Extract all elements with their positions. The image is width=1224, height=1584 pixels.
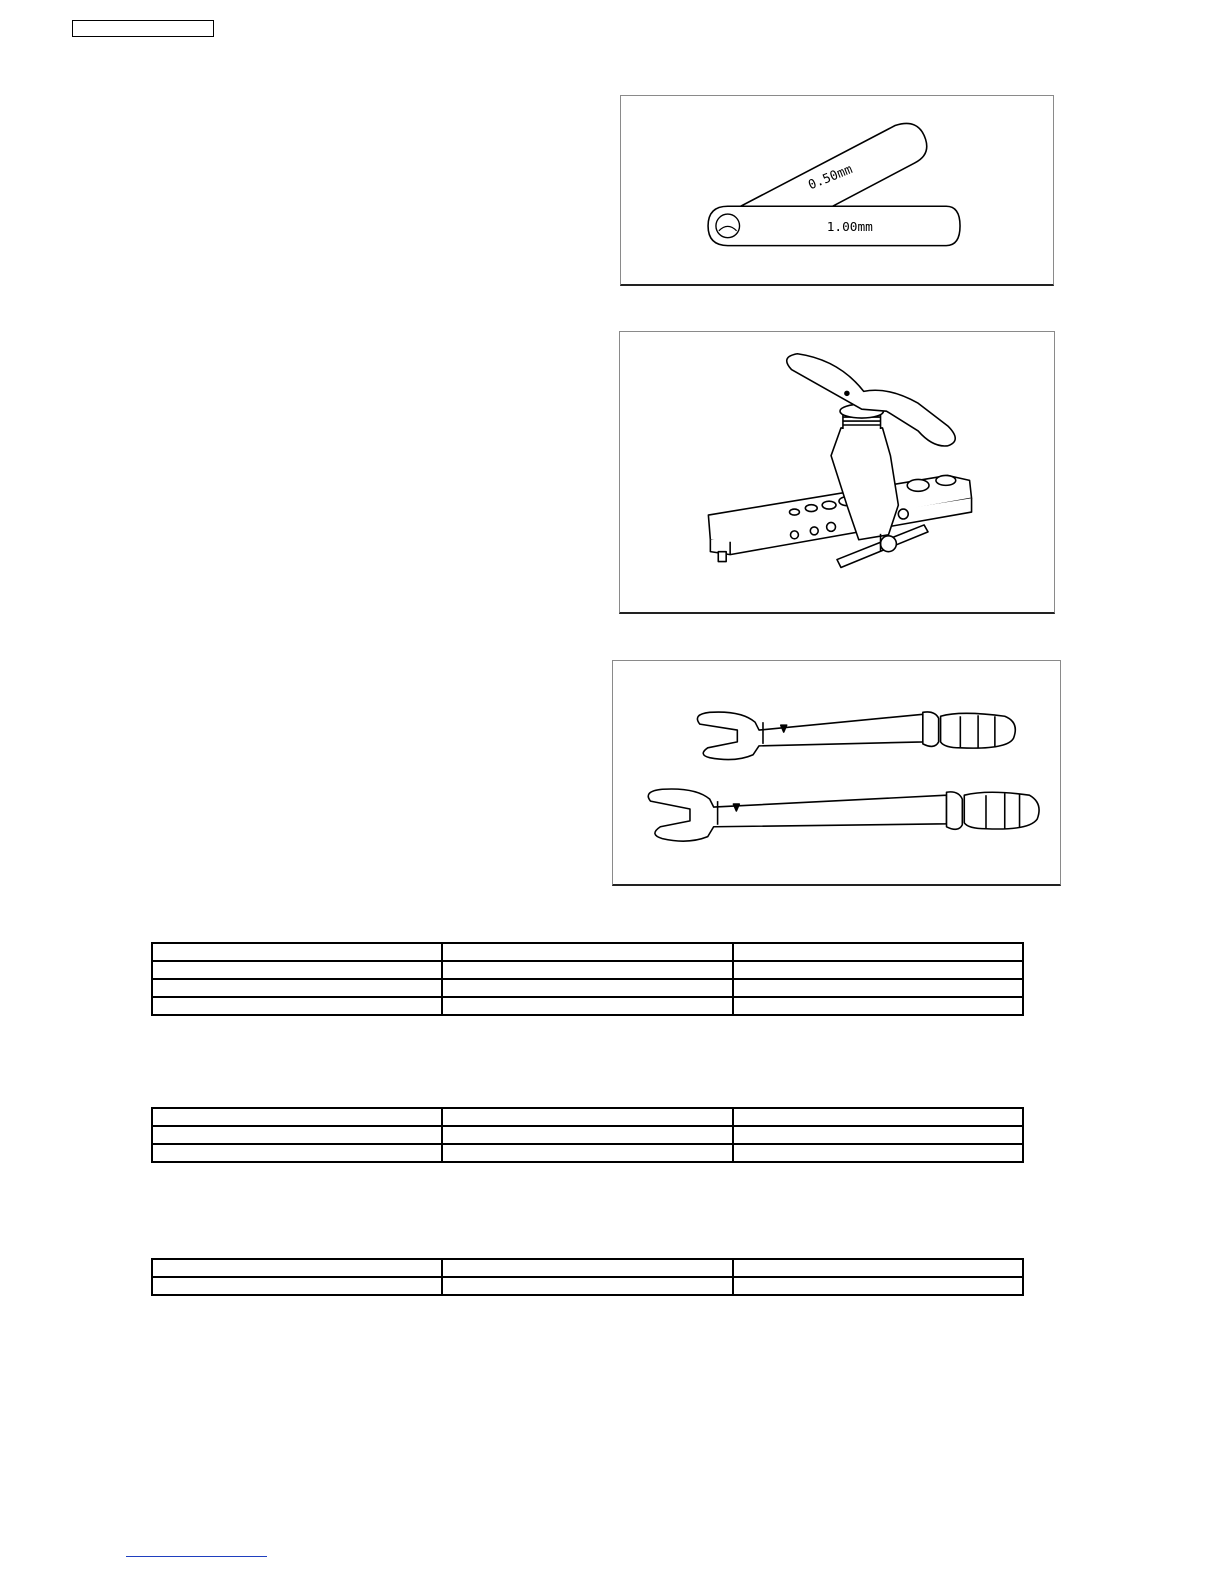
header-box (72, 20, 214, 37)
footer-link[interactable] (126, 1556, 267, 1557)
table-cell (733, 961, 1023, 979)
table-cell (442, 1144, 732, 1162)
blade-100-label: 1.00mm (826, 219, 873, 235)
table-cell (152, 943, 442, 961)
table-cell (733, 1126, 1023, 1144)
table-cell (442, 1259, 732, 1277)
table-row (152, 979, 1023, 997)
table-cell (152, 1277, 442, 1295)
table-row (152, 1259, 1023, 1277)
table-cell (152, 1259, 442, 1277)
spec-table-1 (151, 942, 1024, 1016)
feeler-gauge-illustration (621, 96, 1053, 284)
table-row (152, 1277, 1023, 1295)
table-cell (442, 1277, 732, 1295)
table-cell (442, 943, 732, 961)
spec-table-3 (151, 1258, 1024, 1296)
table-row (152, 1144, 1023, 1162)
table-cell (733, 1277, 1023, 1295)
table-cell (152, 1144, 442, 1162)
blade-050-label: 0.50mm (806, 162, 855, 194)
table-cell (442, 1126, 732, 1144)
table-row (152, 961, 1023, 979)
torque-wrench-figure (612, 660, 1061, 886)
table-row (152, 943, 1023, 961)
torque-wrench-illustration (613, 661, 1060, 884)
table-row (152, 1108, 1023, 1126)
table-cell (442, 961, 732, 979)
table-cell (442, 979, 732, 997)
table-cell (733, 1259, 1023, 1277)
table-cell (442, 1108, 732, 1126)
flaring-tool-illustration (620, 332, 1054, 612)
table-cell (733, 997, 1023, 1015)
table-cell (733, 943, 1023, 961)
table-cell (733, 979, 1023, 997)
flaring-tool-figure (619, 331, 1055, 614)
feeler-blade-100 (708, 206, 960, 245)
table-cell (152, 961, 442, 979)
table-cell (733, 1144, 1023, 1162)
table-cell (152, 1108, 442, 1126)
table-cell (442, 997, 732, 1015)
table-row (152, 997, 1023, 1015)
spec-table-2 (151, 1107, 1024, 1163)
table-cell (733, 1108, 1023, 1126)
feeler-gauge-figure (620, 95, 1054, 286)
table-cell (152, 997, 442, 1015)
table-cell (152, 1126, 442, 1144)
table-row (152, 1126, 1023, 1144)
table-cell (152, 979, 442, 997)
